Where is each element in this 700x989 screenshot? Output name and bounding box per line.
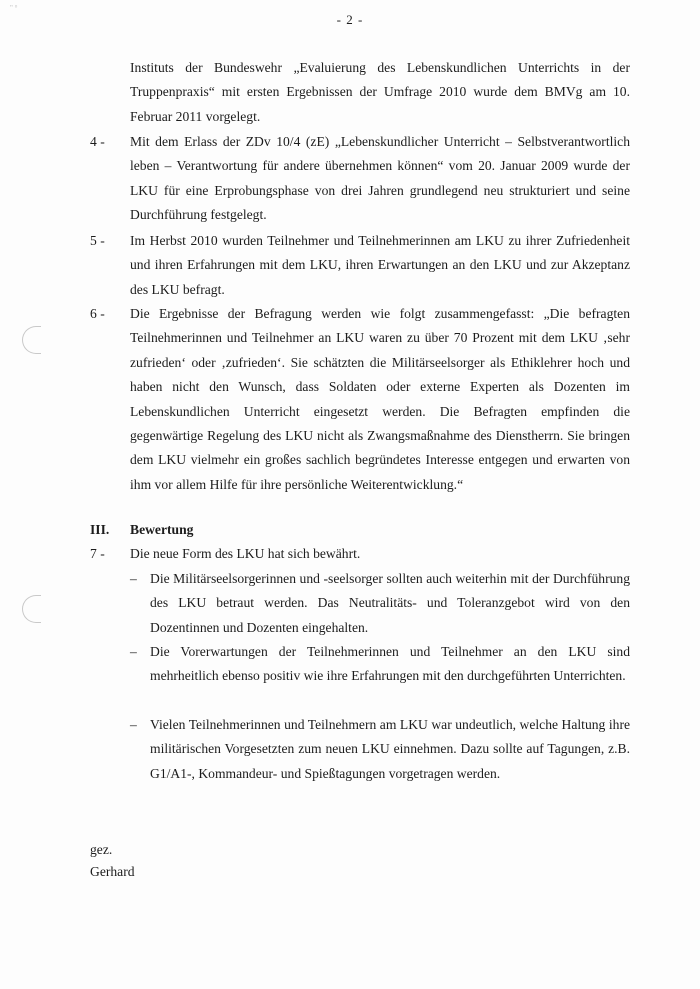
intro-continuation — [90, 56, 630, 129]
paragraph-text: Instituts der Bundeswehr „Evaluierung des Lebenskundlichen Unterrichts in der Truppenpraxis“ mit ersten Ergebnissen der Umfrage 2010 wurde dem BMVg am 10. Februar 2011 vorgelegt. — [130, 60, 630, 124]
section-heading — [90, 518, 630, 542]
signature-label: gez. — [90, 842, 113, 857]
section-title: Bewertung — [130, 522, 194, 537]
paragraph-number: 7 - — [90, 546, 105, 561]
bullet-item-3 — [90, 713, 630, 786]
section-number: III. — [90, 522, 110, 537]
bullet-dash: – — [130, 717, 137, 732]
bullet-item-1 — [90, 567, 630, 640]
bullet-dash: – — [130, 571, 137, 586]
punch-hole-mark — [22, 326, 41, 354]
bullet-text: Die Militärseelsorgerinnen und -seelsorger sollten auch weiterhin mit der Durchführung des LKU betraut werden. Das Neutralitäts- und Toleranzgebot wird von den Dozentinnen und Dozenten eingehalten. — [150, 571, 630, 635]
signature-name: Gerhard — [90, 864, 135, 879]
bullet-dash: – — [130, 644, 137, 659]
paragraph-text: Im Herbst 2010 wurden Teilnehmer und Teilnehmerinnen am LKU zu ihrer Zufriedenheit und ihren Erfahrungen mit dem LKU, ihren Erwartungen an den LKU und zur Akzeptanz des LKU befragt. — [130, 233, 630, 297]
paragraph-text: Mit dem Erlass der ZDv 10/4 (zE) „Lebenskundlicher Unterricht – Selbstverantwortlich leben – Verantwortung für andere übernehmen können“ vom 20. Januar 2009 wurde der LKU für eine Erprobungsphase von drei Jahren grundlegend neu strukturiert und seine Durchführung festgelegt. — [130, 134, 630, 223]
paragraph-6 — [90, 302, 630, 497]
page-number: - 2 - — [336, 12, 364, 27]
paragraph-number: 4 - — [90, 134, 105, 149]
paragraph-number: 6 - — [90, 306, 105, 321]
paragraph-5 — [90, 229, 630, 302]
bullet-text: Die Vorerwartungen der Teilnehmerinnen und Teilnehmer an den LKU sind mehrheitlich ebenso positiv wie ihre Erfahrungen mit den durchgeführten Unterrichten. — [150, 644, 630, 684]
scan-corner-mark: " ° — [10, 4, 18, 12]
paragraph-7 — [90, 542, 630, 566]
paragraph-text: Die neue Form des LKU hat sich bewährt. — [130, 546, 361, 561]
bullet-text: Vielen Teilnehmerinnen und Teilnehmern am LKU war undeutlich, welche Haltung ihre militärischen Vorgesetzten zum neuen LKU einnehmen. Dazu sollte auf Tagungen, z.B. G1/A1-, Kommandeur- und Spießtagungen vorgetragen werden. — [150, 717, 630, 781]
paragraph-number: 5 - — [90, 233, 105, 248]
bullet-item-2 — [90, 640, 630, 689]
paragraph-4 — [90, 130, 630, 228]
punch-hole-mark — [22, 595, 41, 623]
paragraph-text: Die Ergebnisse der Befragung werden wie folgt zusammengefasst: „Die befragten Teilnehmerinnen und Teilnehmer an LKU waren zu über 70 Prozent mit dem LKU ‚sehr zufrieden‘ oder ‚zufrieden‘. Sie schätzten die Militärseelsorger als Ethiklehrer hoch und haben nicht den Wunsch, dass Soldaten oder externe Experten als Dozenten im Lebenskundlichen Unterricht eingesetzt werden. Die Befragten empfinden die gegenwärtige Regelung des LKU nicht als Zwangsmaßnahme des Dienstherrn. Sie bringen dem LKU vielmehr ein großes sachlich begründetes Interesse entgegen und erwarten von ihm vor allem Hilfe für ihre persönliche Weiterentwicklung.“ — [130, 306, 630, 492]
